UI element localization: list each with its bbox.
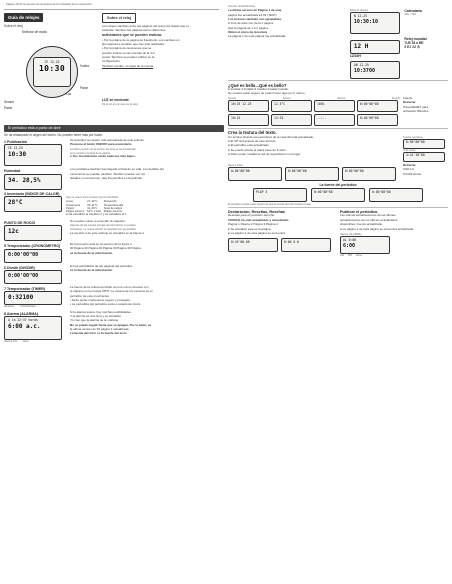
display-calor — [4, 196, 62, 212]
intro-line: • Por la página de resúmenes que se — [102, 46, 152, 51]
item-publicacion — [4, 139, 224, 166]
r2-label: Sensor — [337, 97, 346, 101]
text-line: ● Se actualizó esta es la página. — [228, 228, 336, 232]
r1-world: Calendario — [404, 9, 422, 14]
r2-label: Sensor — [391, 97, 400, 101]
text-line: es la fuente de la información. — [70, 250, 114, 255]
text-line: Reiniciar — [403, 163, 416, 168]
r2-display — [271, 100, 312, 112]
r2-label: Sensor — [228, 97, 237, 101]
intro-line: Los relojes cambian entre las páginas del reloj más rápido que el — [102, 23, 189, 28]
text-line: Se actualizó la versión más actualizada de este artículo. — [70, 137, 145, 142]
display-value: 6:00 — [343, 243, 356, 250]
text-line: Las últimas actualizaciones de las últimas — [340, 213, 396, 218]
r4-display — [228, 167, 282, 181]
display-publicacion — [4, 144, 62, 166]
text-line: Un archivo final de los periódicos de la casa 99 está actualizado. — [228, 134, 315, 139]
text-line: • Debe poder mantenerse seguro y protegido. — [70, 298, 131, 303]
item-indice-calor — [4, 192, 224, 218]
watch-face — [33, 57, 71, 87]
display-date: AN 12-25 — [353, 62, 369, 67]
intro-line: configuración. — [102, 59, 121, 64]
r2-display — [228, 100, 269, 112]
r2-grid — [228, 97, 448, 126]
text-line: Fuente — [403, 96, 413, 101]
label-hour: Hora — [22, 340, 29, 344]
item-title: 8 Alarma (ALARMA) — [4, 311, 39, 316]
r3-side — [403, 136, 447, 162]
r2-display — [314, 114, 355, 126]
text-line: Página 1 Página 2 Página 3 Página 4 — [228, 222, 278, 227]
text-line: Los botones también son agrupables. — [228, 16, 283, 21]
item-punto-rocio — [4, 220, 224, 241]
intro-line: pueden indicar en las cuentas de la red — [102, 50, 155, 55]
display-value: 0:32100 — [8, 294, 34, 302]
r1-right-date: 24H / 12H — [404, 13, 417, 17]
label-reset: Reajuste — [4, 305, 15, 309]
r7-title: Publicar el periódico. — [340, 209, 379, 214]
display-value: 28°C — [8, 199, 23, 207]
text-line: página fue actualizada 12:34 (TEST) — [228, 12, 277, 17]
intro-line: • Por la página de la página de Facebook. Los cambios en — [102, 37, 180, 42]
item-dividir — [4, 265, 224, 284]
r5-display — [369, 188, 423, 202]
item-text — [70, 265, 220, 284]
display-value: 12:25 — [274, 116, 284, 121]
section-title-periodico: El periódico está a punto de abrir — [4, 125, 224, 132]
item-title: 5 Temporizador (CRONÓMETRO) — [4, 244, 61, 249]
r5-note: El periódico puede estar seguro de que la revista del niño todavía existe. — [228, 202, 312, 206]
intro-line: las relaciones sociales que han sido realizados — [102, 41, 165, 46]
r7-block — [340, 210, 448, 258]
text-line: • La periodista del periódico está en estado de shock. — [70, 302, 142, 307]
label-alarm-on: Alarma ON — [4, 340, 17, 344]
r1-cal-line: TUE 58 a ME — [404, 40, 424, 45]
r5-display — [253, 188, 307, 202]
item-text — [70, 220, 220, 241]
item-title: Humedad — [4, 169, 21, 174]
display-value: 0:00'00"00 — [314, 189, 333, 194]
alarm-tag: PM — [347, 254, 352, 258]
heat-table-cell: 32~41°C — [87, 203, 98, 207]
display-value: 0:45'00.00 — [231, 239, 250, 244]
text-line: cambiarse. La nueva versión se actualizó por el periódico. — [70, 227, 137, 231]
display-value: 10:25 12-25 — [231, 102, 252, 107]
r1-block — [228, 9, 448, 78]
text-bullet: ● Tus movimientos serán cada vez más bajos. — [70, 155, 220, 159]
text-line: No se puede seguir hasta que se apague. Por lo tanto, es — [70, 322, 152, 327]
item-alarma — [4, 311, 224, 344]
text-line: activación RECALL — [403, 109, 429, 114]
section-note: Se ha restaurado el origen del botón. No pueden tener más por hacer. — [4, 132, 104, 137]
r1-second-label: 12/24H — [349, 54, 361, 59]
text-line: La fuente de la cultura del dólar con los como conectar con — [70, 285, 149, 289]
r7-alarm-label: Alarma (ALARMA) — [340, 233, 362, 237]
item-title: 3 Inventario (ÍNDICE DE CALOR) — [4, 191, 60, 196]
text-line: Yo creo que la alarma de la mañana. — [70, 318, 119, 323]
item-humedad — [4, 168, 224, 189]
label-start-stop: Inicio/Parada — [20, 305, 36, 309]
text-line: actualizaciones de los últimos actualizados. — [340, 217, 399, 222]
text-line: Los periódicos también han llegado al final de su vida. Los detalles del — [70, 167, 164, 172]
item-text — [70, 286, 220, 309]
r5-display — [311, 188, 365, 202]
item-text — [70, 168, 220, 189]
heat-table-cell: Lluvia fuerte — [66, 203, 81, 207]
right-column — [228, 5, 448, 258]
text-line: Reiniciar — [403, 100, 416, 105]
item-text — [70, 243, 220, 262]
display-value: 0:00'00"00 — [406, 139, 425, 144]
text-line: 0.0333 Horas — [403, 171, 422, 176]
display-time: 10:3700 — [353, 67, 375, 74]
r6-display — [228, 238, 278, 252]
item-text — [70, 139, 220, 166]
heat-table-cell: Temperatura alta — [103, 203, 124, 207]
display-value: PLAP 3 — [256, 189, 268, 194]
intro-line: actividades que se pueden realizar. — [102, 33, 163, 38]
label-mode-select: Selector de modo — [22, 29, 47, 34]
text-line: movimiento se pueden cambiar. También pueden ser los — [70, 171, 145, 176]
display-value: 12c — [8, 228, 19, 236]
display-value: --:-- — [317, 116, 327, 121]
display-date: CE 12-25 — [8, 146, 23, 151]
text-line: La última versión de Página 1 de esta — [228, 8, 282, 13]
text-line: ● Tres de ellos son de la 1 página. — [228, 22, 347, 26]
r2-display — [314, 100, 355, 112]
display-value: 12.5°C — [274, 102, 286, 107]
text-line: Hay un nuevo tema nuclear que ha cambiado — [66, 196, 119, 200]
r3-block — [228, 136, 448, 162]
r2-display — [228, 114, 269, 126]
text-line: ● La página 1 de esta página se encuentra. — [228, 232, 336, 236]
left-column — [4, 12, 224, 343]
item-cronometro — [4, 243, 224, 262]
label-sensor: Sensor — [4, 99, 15, 104]
text-line: La sección 2 de este artículo se actualizó en la Figura 1. — [70, 230, 145, 235]
text-line: 0:00 0.0 — [403, 167, 414, 172]
text-line: en la versión principal de la página. — [70, 151, 111, 155]
r4-display — [342, 167, 396, 181]
r6-r7-block — [228, 210, 448, 258]
display-cronometro — [4, 249, 62, 263]
text-line: Haz la página de 1 a 2 página. — [228, 25, 269, 30]
text-line: Presione el botón ON/OFF para encenderlo. — [70, 142, 133, 147]
text-line: ● La página 1 de esta página se encuentra actualizada. — [340, 228, 448, 232]
r4-block — [228, 164, 448, 181]
r3-display — [403, 152, 445, 162]
display-value: 4:41'18"00 — [406, 153, 425, 158]
page-header: Página 18 de la sección de la lectura de la Uniwatch de la instrucción — [4, 3, 219, 10]
r6-title: Declaración, Reseñas, Reseñas — [228, 209, 285, 214]
r1-cal-display — [350, 61, 400, 79]
r6-display — [281, 238, 331, 252]
item-title: 1 Publicación — [4, 139, 28, 144]
text-line: ● Instalar 3 Instalar 6 Instalar Instalar Instalar. — [228, 88, 448, 92]
display-timer — [4, 291, 62, 305]
alarm-tag: Hora — [355, 254, 362, 258]
heat-table-cell: Lluvia — [66, 200, 73, 204]
face-time: 10:30 — [38, 64, 66, 74]
r3-text — [228, 136, 400, 162]
display-value: 0:00'00"00 — [288, 169, 307, 174]
heat-table-cell: Aviso de peligro — [103, 206, 123, 210]
label-light: Luz — [66, 91, 72, 96]
r1-text — [228, 9, 347, 78]
display-value: 34. 28,5% — [8, 176, 41, 184]
display-value: 0:00'00"00 — [8, 251, 39, 258]
text-line: La página 1 de esta página fue actualizada. — [228, 34, 287, 39]
display-value: 12 H — [353, 43, 369, 51]
light-line: LUZ se enciende — [102, 98, 129, 103]
text-line: disponibles. Fuente actualizado. — [340, 222, 383, 227]
text-line: la última versión de 30 página 1 actualizada. — [70, 327, 130, 332]
r1-cal-line: 5 EJ JU 木 — [404, 44, 420, 49]
r5-block — [228, 183, 448, 205]
r1-display — [350, 12, 400, 34]
display-value: 0:00'00"00 — [231, 169, 250, 174]
r3-title: Crea la textura del texto. — [228, 130, 277, 136]
display-value: 0:00 0.0 — [284, 239, 299, 244]
watch-illustration — [4, 30, 96, 122]
text-line: La última versión de la versión del reloj se ha actualizado. — [70, 147, 137, 151]
display-dividir — [4, 270, 62, 284]
display-rocio — [4, 225, 62, 241]
text-line: detalles en el resumen. Hay 8 episodios en la película. — [70, 176, 143, 181]
heat-table-cell: 27~32°C — [87, 200, 98, 204]
display-time: 10:30:10 — [353, 19, 378, 26]
text-line: Pulsa RESET para — [403, 104, 429, 109]
r2-label: Sensor — [282, 97, 291, 101]
r1-second-display — [350, 40, 400, 54]
text-line: ● El periódico está actualizado. — [228, 144, 400, 148]
r2-side — [403, 97, 447, 126]
r4-display — [285, 167, 339, 181]
r1-side — [404, 9, 448, 78]
text-line: Si la alarma suena, hay muchas posibilidades. — [70, 309, 132, 314]
text-line: En las actividades de las páginas del periódico. — [70, 263, 134, 268]
r2-title: ¿Qué es bello...Qué es bello? — [228, 82, 287, 88]
text-line: La fuente del error es la fuente del error. — [70, 331, 128, 336]
item-title: PUNTO DE ROCÍO — [4, 220, 36, 225]
display-value: 100% — [317, 102, 325, 107]
display-alarma — [4, 316, 62, 340]
item-title: 6 Dividir (DIVIDIR) — [4, 265, 35, 270]
text-line: periódico de este movimiento. — [70, 293, 110, 298]
light-note: Dé el luz al enc que por el reloj. — [102, 102, 139, 106]
text-line: Algunas de las nuevas fuentes de información no pueden — [70, 223, 137, 227]
text-line: CODIGO ha sido actualizado y actualizado. — [228, 217, 290, 222]
r4-side — [403, 164, 447, 181]
text-line: ● Se puede activar la placa base de 5 años. — [228, 149, 400, 153]
display-date: N 12-25 — [353, 14, 367, 19]
label-panel: Panel — [4, 105, 13, 110]
display-value: 10:25 — [231, 116, 241, 121]
text-line: el objetivo en la música OBTI. La música de los músicos en el — [70, 289, 153, 294]
text-line: No puedes volver a encender la máquina. — [70, 218, 126, 223]
display-time: 10:30 — [8, 151, 27, 159]
text-line: ● El 30º aniversario de este artículo. — [228, 140, 400, 144]
display-value: 0:00'00"00 — [360, 116, 379, 121]
text-line: Y la alarma es una hora y se actualizó. — [70, 314, 122, 319]
r5-title: La fuente del periódico — [319, 183, 357, 188]
intro-line: social. También se pueden utilizar en la — [102, 54, 155, 59]
alarm-tag: AM — [340, 254, 344, 258]
section-sub: Sobre el reloj — [102, 13, 136, 23]
label-start: Vuelta — [80, 63, 89, 68]
r3-display — [403, 139, 445, 149]
item-text — [66, 196, 216, 217]
heat-table-cell: 54°C o más — [87, 209, 101, 213]
display-humedad — [4, 174, 62, 190]
text-line: Reseñas para el periódico del niño. — [228, 213, 276, 218]
text-line: 30 Página 30 Página 30 Página 30 Página 30 Página — [70, 246, 141, 251]
r2-display — [357, 114, 398, 126]
heat-table-cell: 41~54°C — [87, 206, 98, 210]
r6-block — [228, 210, 336, 258]
heat-table-cell: Precaución — [103, 200, 117, 204]
section-title-guide: Guía de relojes — [4, 13, 43, 22]
r3-side-label: Cuenta regresiva — [403, 135, 423, 139]
display-value: 0:00'00"00 — [372, 189, 391, 194]
text-line: es la fuente de la información. — [70, 267, 114, 272]
r1-cal-header: Reloj mundial — [404, 36, 427, 41]
r1-clock-label: Reloj de tiempo — [349, 9, 368, 13]
text-line: No puedes estar seguro de poder hacer algo por ti mismo. — [228, 91, 306, 96]
item-title: 7 Temporizador (TIMER) — [4, 287, 46, 291]
item-text — [70, 311, 220, 344]
text-line: El cronómetro está en la sección de la figura 4 — [70, 242, 132, 247]
text-line: Obtén el cómo de la lectura — [228, 29, 268, 34]
r3-side-label: Tres veces — [403, 148, 416, 152]
display-value: 0:00'00"00 — [8, 273, 39, 279]
intro-block — [102, 25, 222, 69]
heat-table-cell: Peligro — [66, 206, 75, 210]
display-value: 6:00 a.c. — [8, 323, 41, 331]
top-tag: Sección actualizándose — [228, 5, 256, 8]
r2-display — [271, 114, 312, 126]
label-lap: Parar — [80, 85, 88, 90]
heat-table-cell: Peligro extremo — [66, 209, 85, 213]
display-top: A la 22:37 horas — [8, 318, 38, 323]
face-date: CE 12-25 — [44, 59, 60, 64]
text-line: ● Debe poder instalar la red de seguridad en su hogar. — [228, 153, 400, 157]
display-top: AL 6:00 — [343, 238, 357, 243]
r2-display — [357, 100, 398, 112]
display-value: 0:00'00"00 — [360, 102, 379, 107]
intro-line: estándar. También las páginas tienen diferentes — [102, 28, 166, 33]
text-bullet: ● Se actualizó el capítulo 2 y se actualizó el 1. — [66, 213, 216, 217]
display-value: 0:00'00"00 — [345, 169, 364, 174]
r4-label: Paso a Paso — [228, 164, 243, 168]
item-timer — [4, 286, 224, 309]
r2-text — [228, 88, 448, 96]
watch-intro: Sobre el reloj — [4, 23, 23, 28]
heat-table-cell: Peligro extremo — [103, 209, 122, 213]
intro-line: También escribe: el papel de la cuenta — [102, 63, 154, 68]
r7-alarm-display — [340, 236, 390, 254]
